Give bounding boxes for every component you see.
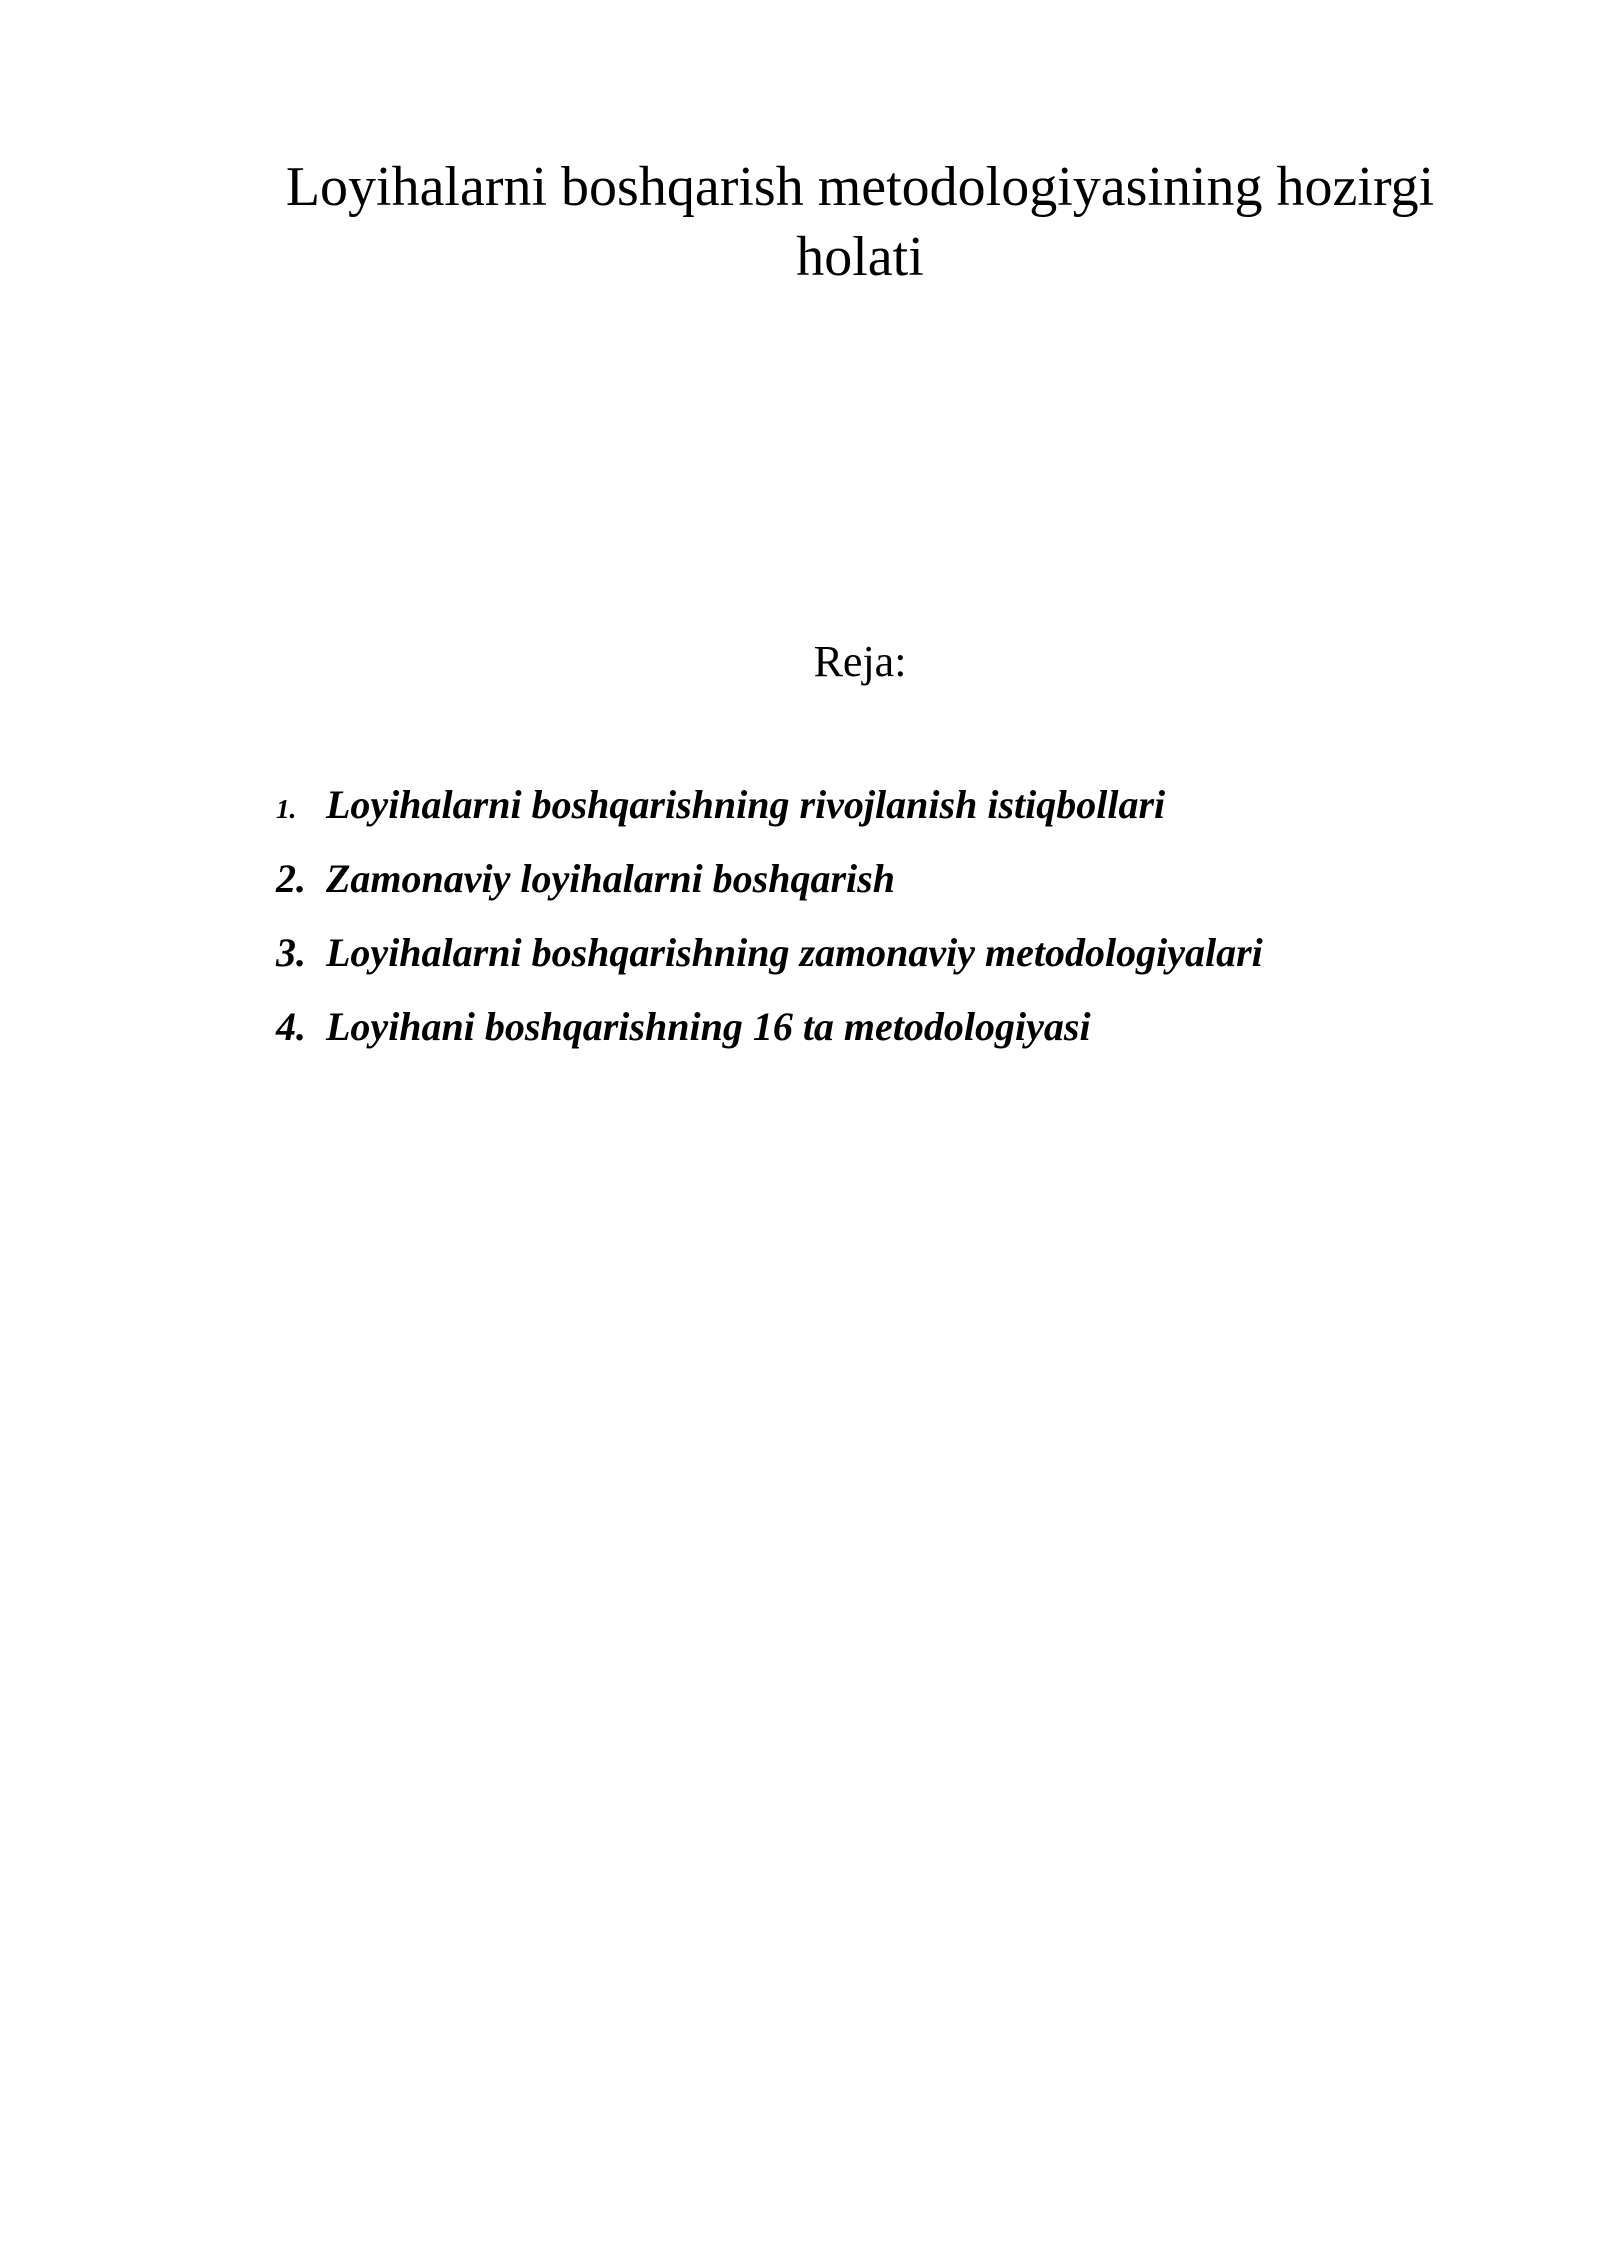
plan-heading: Reja: xyxy=(813,637,907,686)
plan-item-text: Loyihalarni boshqarishning rivojlanish istiqbollari xyxy=(326,782,1166,827)
plan-item xyxy=(276,999,1263,1073)
plan-list xyxy=(276,777,1263,1073)
plan-item-text: Zamonaviy loyihalarni boshqarish xyxy=(326,856,895,901)
plan-item-number: 3. xyxy=(276,930,306,975)
plan-item-text: Loyihani boshqarishning 16 ta metodologiyasi xyxy=(326,1004,1091,1049)
plan-item xyxy=(276,925,1263,999)
plan-item-number: 2. xyxy=(276,856,306,901)
plan-item xyxy=(276,851,1263,925)
plan-item-number: 1. xyxy=(276,794,297,824)
plan-item-text: Loyihalarni boshqarishning zamonaviy metodologiyalari xyxy=(326,930,1263,975)
document-title: Loyihalarni boshqarish metodologiyasining hozirgi holati xyxy=(285,156,1435,288)
plan-item xyxy=(276,777,1263,851)
plan-item-number: 4. xyxy=(276,1004,306,1049)
